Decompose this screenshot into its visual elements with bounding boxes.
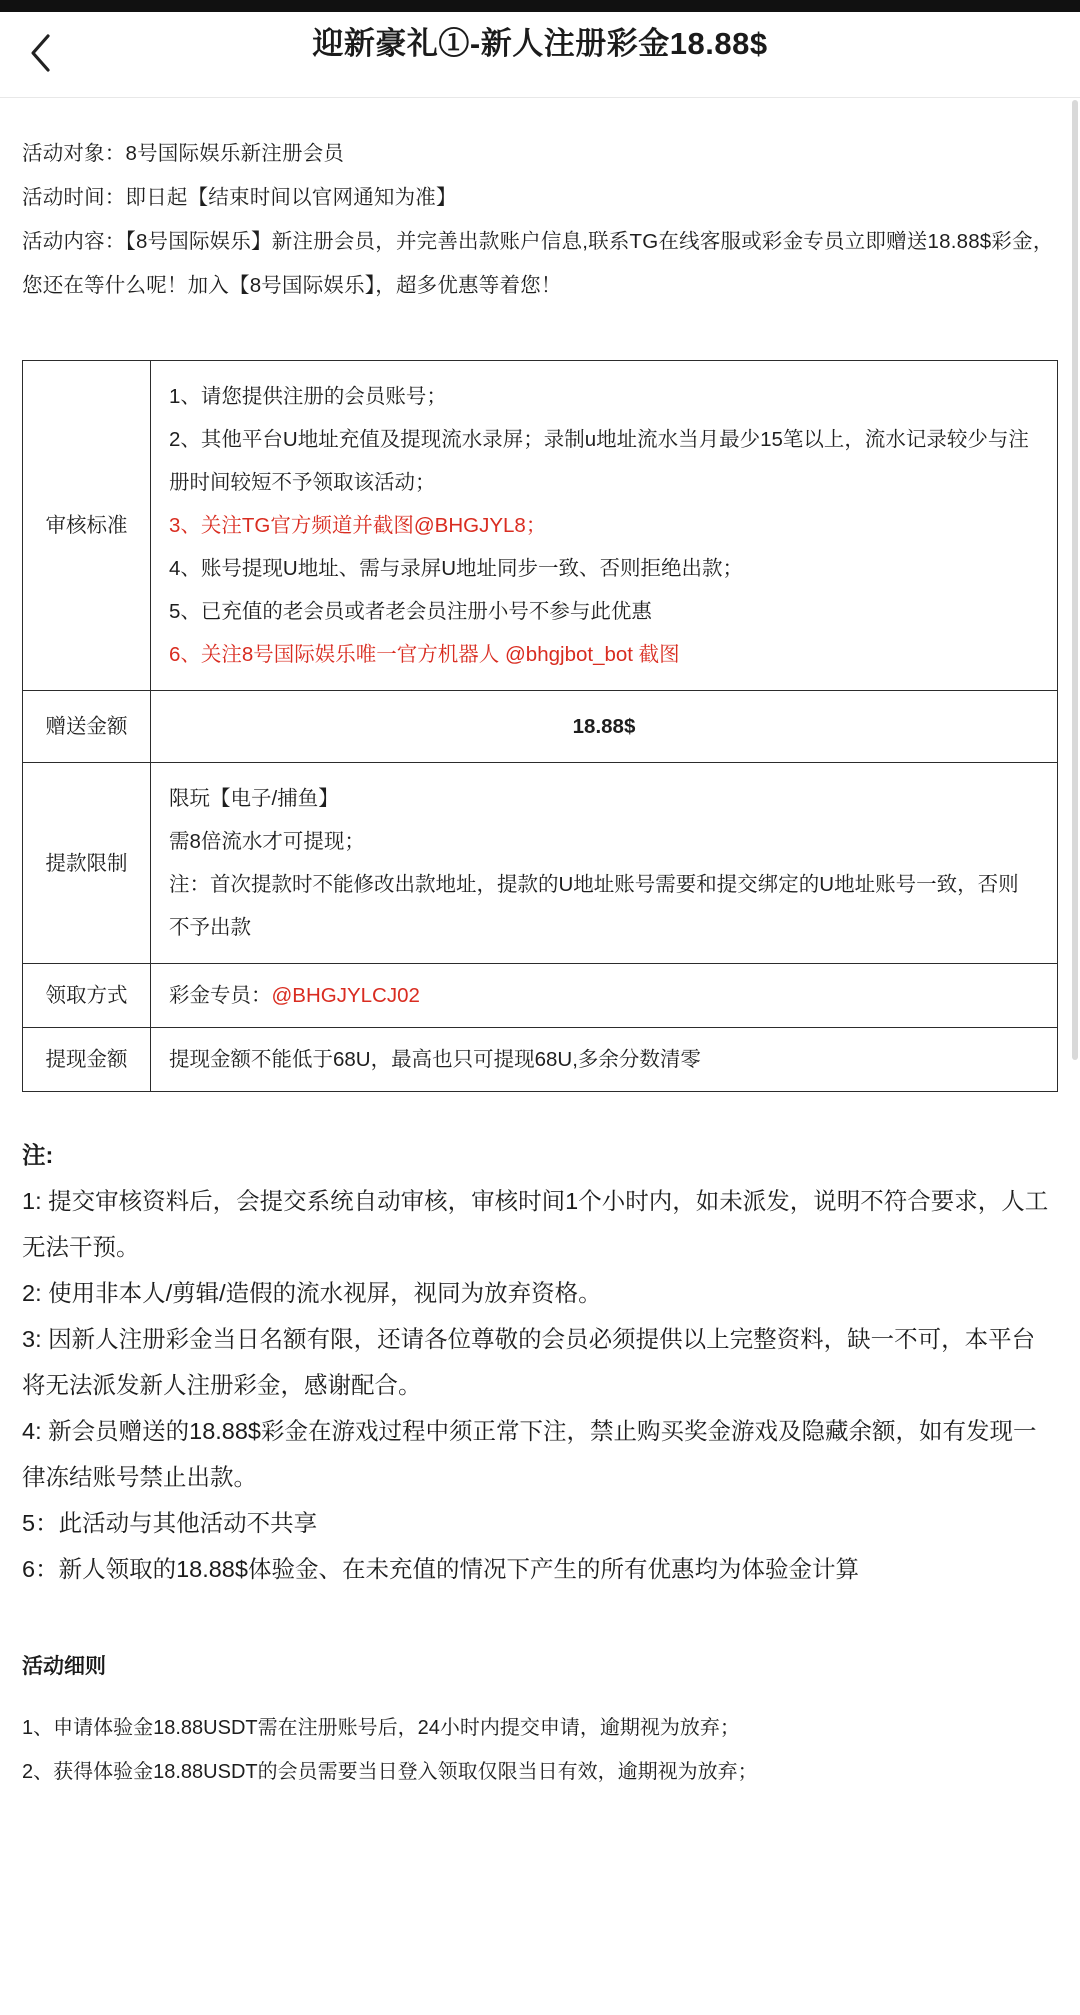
limit-line-3: 注：首次提款时不能修改出款地址，提款的U地址账号需要和提交绑定的U地址账号一致，否则不予出款: [169, 873, 1019, 939]
detail-line-1: 1、申请体验金18.88USDT需在注册账号后，24小时内提交申请，逾期视为放弃；: [22, 1717, 740, 1739]
intro-line-content: 活动内容：【8号国际娱乐】新注册会员，并完善出款账户信息,联系TG在线客服或彩金专员立即赠送18.88$彩金，您还在等什么呢！加入【8号国际娱乐】，超多优惠等着您！: [22, 230, 1054, 297]
audit-line-4: 4、账号提现U地址、需与录屏U地址同步一致、否则拒绝出款；: [169, 557, 744, 580]
limit-line-1: 限玩【电子/捕鱼】: [169, 787, 339, 810]
row-value-audit: [151, 361, 1058, 691]
page-header: [0, 12, 1080, 98]
table-row: [23, 964, 1058, 1028]
detail-section-list: [22, 1706, 1058, 1794]
row-value-withdraw-limit: [151, 763, 1058, 964]
audit-line-1: 1、请您提供注册的会员账号；: [169, 385, 447, 408]
status-bar: [0, 0, 1080, 12]
notes-section: [22, 1132, 1058, 1592]
audit-line-3[interactable]: 3、关注TG官方频道并截图@BHGJYL8；: [169, 514, 547, 537]
rules-table: [22, 360, 1058, 1092]
detail-section-title: 活动细则: [22, 1655, 106, 1678]
intro-line-target: 活动对象：8号国际娱乐新注册会员: [22, 142, 345, 165]
table-row: [23, 763, 1058, 964]
notes-line-3: 3: 因新人注册彩金当日名额有限，还请各位尊敬的会员必须提供以上完整资料，缺一不可，本平台将无法派发新人注册彩金，感谢配合。: [22, 1326, 1036, 1398]
scrollbar[interactable]: [1072, 100, 1078, 1060]
row-value-withdraw-amount: 提现金额不能低于68U，最高也只可提现68U,多余分数清零: [151, 1028, 1058, 1092]
activity-intro: [22, 132, 1058, 308]
table-row: [23, 691, 1058, 763]
notes-line-4: 4: 新会员赠送的18.88$彩金在游戏过程中须正常下注，禁止购买奖金游戏及隐藏余额，如有发现一律冻结账号禁止出款。: [22, 1418, 1037, 1490]
row-label-withdraw-amount: 提现金额: [23, 1028, 151, 1092]
audit-line-5: 5、已充值的老会员或者老会员注册小号不参与此优惠: [169, 600, 652, 623]
notes-line-5: 5：此活动与其他活动不共享: [22, 1510, 318, 1536]
notes-title: 注:: [22, 1142, 54, 1168]
claim-prefix: 彩金专员：: [169, 984, 272, 1007]
detail-line-2: 2、获得体验金18.88USDT的会员需要当日登入领取仅限当日有效，逾期视为放弃；: [22, 1761, 758, 1783]
page-content: [0, 98, 1080, 1804]
row-value-claim: [151, 964, 1058, 1028]
notes-line-6: 6：新人领取的18.88$体验金、在未充值的情况下产生的所有优惠均为体验金计算: [22, 1556, 859, 1582]
row-label-withdraw-limit: 提款限制: [23, 763, 151, 964]
back-button[interactable]: [18, 30, 64, 76]
audit-line-2: 2、其他平台U地址充值及提现流水录屏；录制u地址流水当月最少15笔以上，流水记录较少与注册时间较短不予领取该活动；: [169, 428, 1029, 494]
claim-contact-link[interactable]: @BHGJYLCJ02: [271, 984, 420, 1007]
table-row: [23, 361, 1058, 691]
limit-line-2: 需8倍流水才可提现；: [169, 830, 365, 853]
row-label-claim: 领取方式: [23, 964, 151, 1028]
page-title: 迎新豪礼①-新人注册彩金18.88$: [312, 26, 768, 61]
row-label-audit: 审核标准: [23, 361, 151, 691]
notes-line-2: 2: 使用非本人/剪辑/造假的流水视屏，视同为放弃资格。: [22, 1280, 602, 1306]
table-row: [23, 1028, 1058, 1092]
intro-line-time: 活动时间：即日起【结束时间以官网通知为准】: [22, 186, 457, 209]
audit-line-6[interactable]: 6、关注8号国际娱乐唯一官方机器人 @bhgjbot_bot 截图: [169, 643, 680, 666]
row-label-bonus: 赠送金额: [23, 691, 151, 763]
chevron-left-icon: [28, 32, 54, 74]
row-value-bonus: 18.88$: [151, 691, 1058, 763]
notes-line-1: 1: 提交审核资料后，会提交系统自动审核，审核时间1个小时内，如未派发，说明不符合要求，人工无法干预。: [22, 1188, 1049, 1260]
